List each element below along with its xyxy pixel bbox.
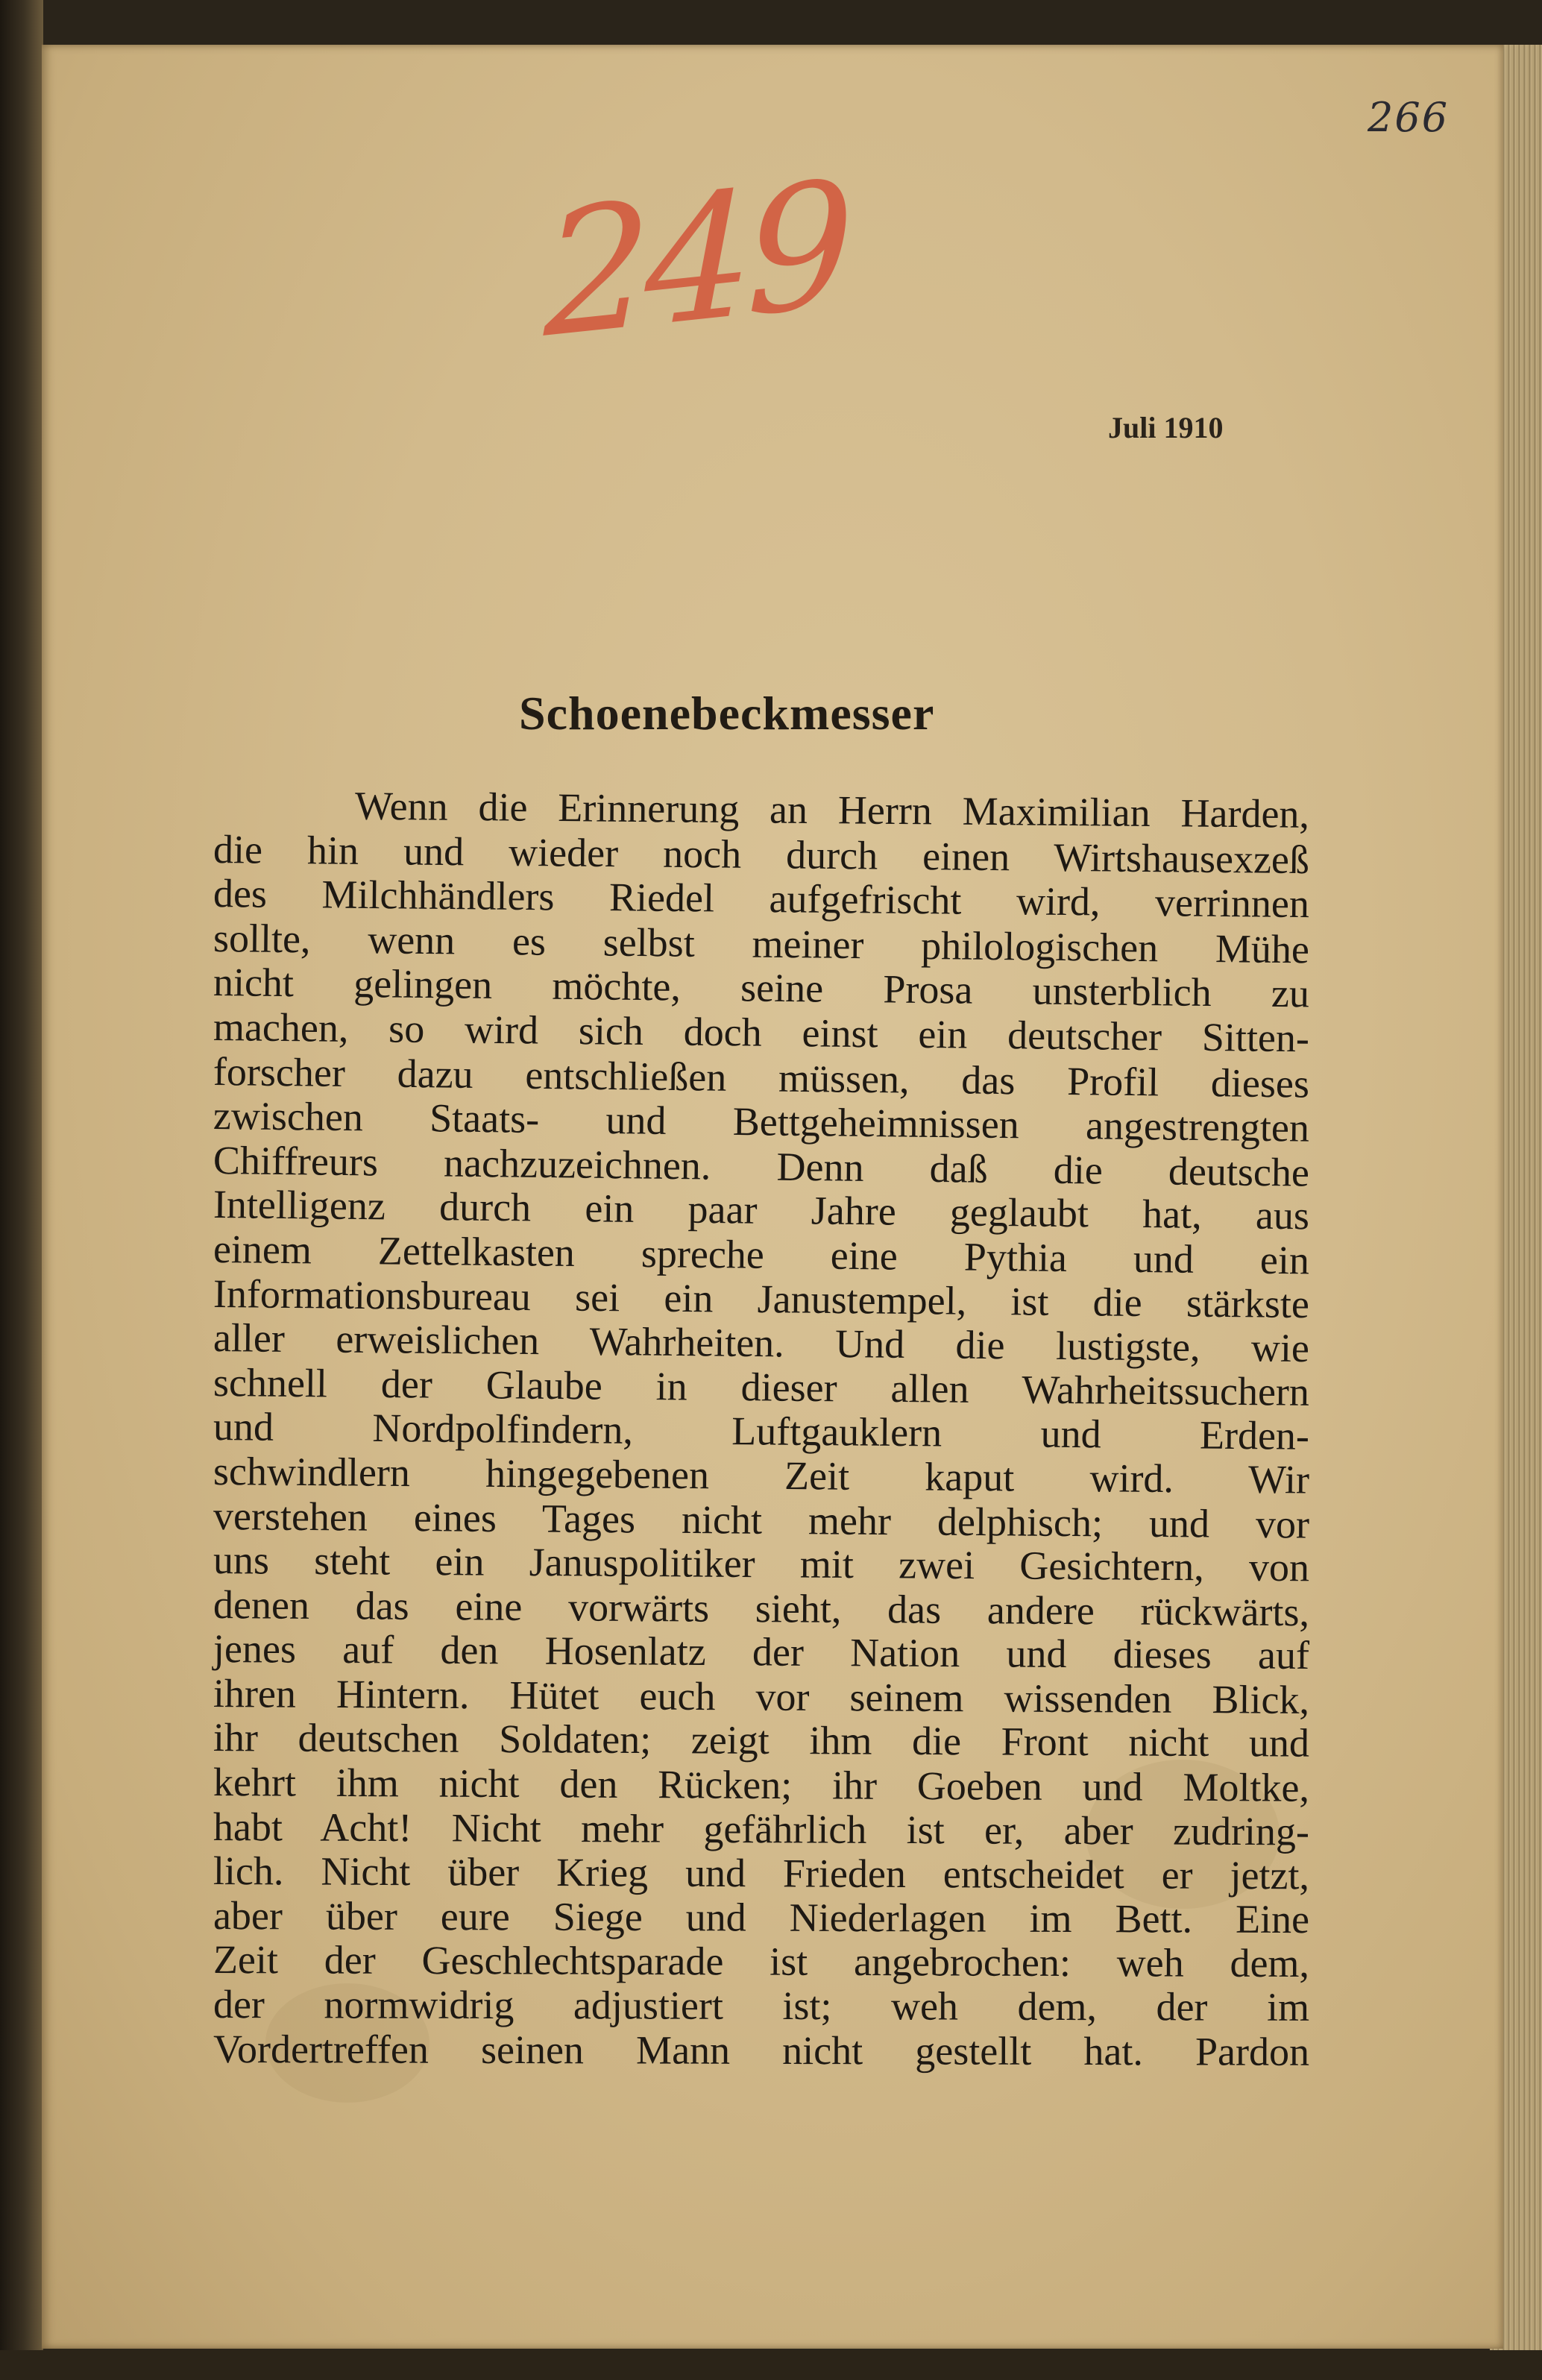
text-line: ihren Hintern. Hütet euch vor seinem wissenden Blick, [213, 1670, 1310, 1722]
text-line: kehrt ihm nicht den Rücken; ihr Goeben und Moltke, [213, 1760, 1310, 1810]
text-line: ihr deutschen Soldaten; zeigt ihm die Front nicht und [213, 1715, 1310, 1766]
text-line: lich. Nicht über Krieg und Frieden entscheidet er jetzt, [213, 1848, 1310, 1898]
text-line: des Milchhändlers Riedel aufgefrischt wird, verrinnen [213, 871, 1310, 927]
book-binding-edge [0, 0, 43, 2380]
page-folio-number: 266 [1368, 94, 1450, 141]
text-line: der normwidrig adjustiert ist; weh dem, der im [213, 1982, 1310, 2030]
text-line: schwindlern hingegebenen Zeit kaput wird. Wir [213, 1448, 1310, 1502]
red-pencil-annotation: 249 [544, 144, 847, 377]
text-line: Zeit der Geschlechtsparade ist angebrochen: weh dem, [213, 1937, 1310, 1986]
text-line: forscher dazu entschließen müssen, das Profil dieses [213, 1048, 1310, 1106]
text-line: sollte, wenn es selbst meiner philologischen Mühe [213, 915, 1310, 972]
text-line: Informationsbureau sei ein Janustempel, ist die stärkste [213, 1271, 1310, 1326]
text-line: schnell der Glaube in dieser allen Wahrheitssuchern [213, 1359, 1310, 1414]
article-body [213, 783, 1310, 2074]
text-line: zwischen Staats- und Bettgeheimnissen angestrengten [213, 1093, 1310, 1150]
article-date: Juli 1910 [1108, 411, 1224, 444]
book-page [42, 45, 1503, 2349]
text-line: uns steht ein Januspolitiker mit zwei Gesichtern, von [213, 1537, 1310, 1590]
text-line: jenes auf den Hosenlatz der Nation und dieses auf [213, 1626, 1310, 1678]
text-line: Intelligenz durch ein paar Jahre geglaubt hat, aus [213, 1182, 1310, 1238]
text-line: machen, so wird sich doch einst ein deutscher Sitten- [213, 1004, 1310, 1061]
text-line: einem Zettelkasten spreche eine Pythia und ein [213, 1226, 1310, 1283]
text-line: habt Acht! Nicht mehr gefährlich ist er, aber zudring- [213, 1804, 1310, 1854]
text-line: Vordertreffen seinen Mann nicht gestellt hat. Pardon [213, 2026, 1310, 2074]
text-line: nicht gelingen möchte, seine Prosa unsterblich zu [213, 960, 1310, 1016]
text-line: die hin und wieder noch durch einen Wirtshausexzeß [213, 826, 1310, 882]
text-line: denen das eine vorwärts sieht, das andere rückwärts, [213, 1581, 1310, 1634]
article-title: Schoenebeckmesser [519, 687, 935, 740]
scan-bottom-border [0, 2350, 1542, 2380]
text-line: verstehen eines Tages nicht mehr delphisch; und vor [213, 1493, 1310, 1547]
text-line: und Nordpolfindern, Luftgauklern und Erden- [213, 1404, 1310, 1459]
text-line: aber über eure Siege und Niederlagen im Bett. Eine [213, 1892, 1310, 1942]
text-line: Chiffreurs nachzuzeichnen. Denn daß die deutsche [213, 1137, 1310, 1195]
text-line: Wenn die Erinnerung an Herrn Maximilian Harden, [354, 783, 1310, 837]
text-line: aller erweislichen Wahrheiten. Und die lustigste, wie [213, 1315, 1310, 1371]
